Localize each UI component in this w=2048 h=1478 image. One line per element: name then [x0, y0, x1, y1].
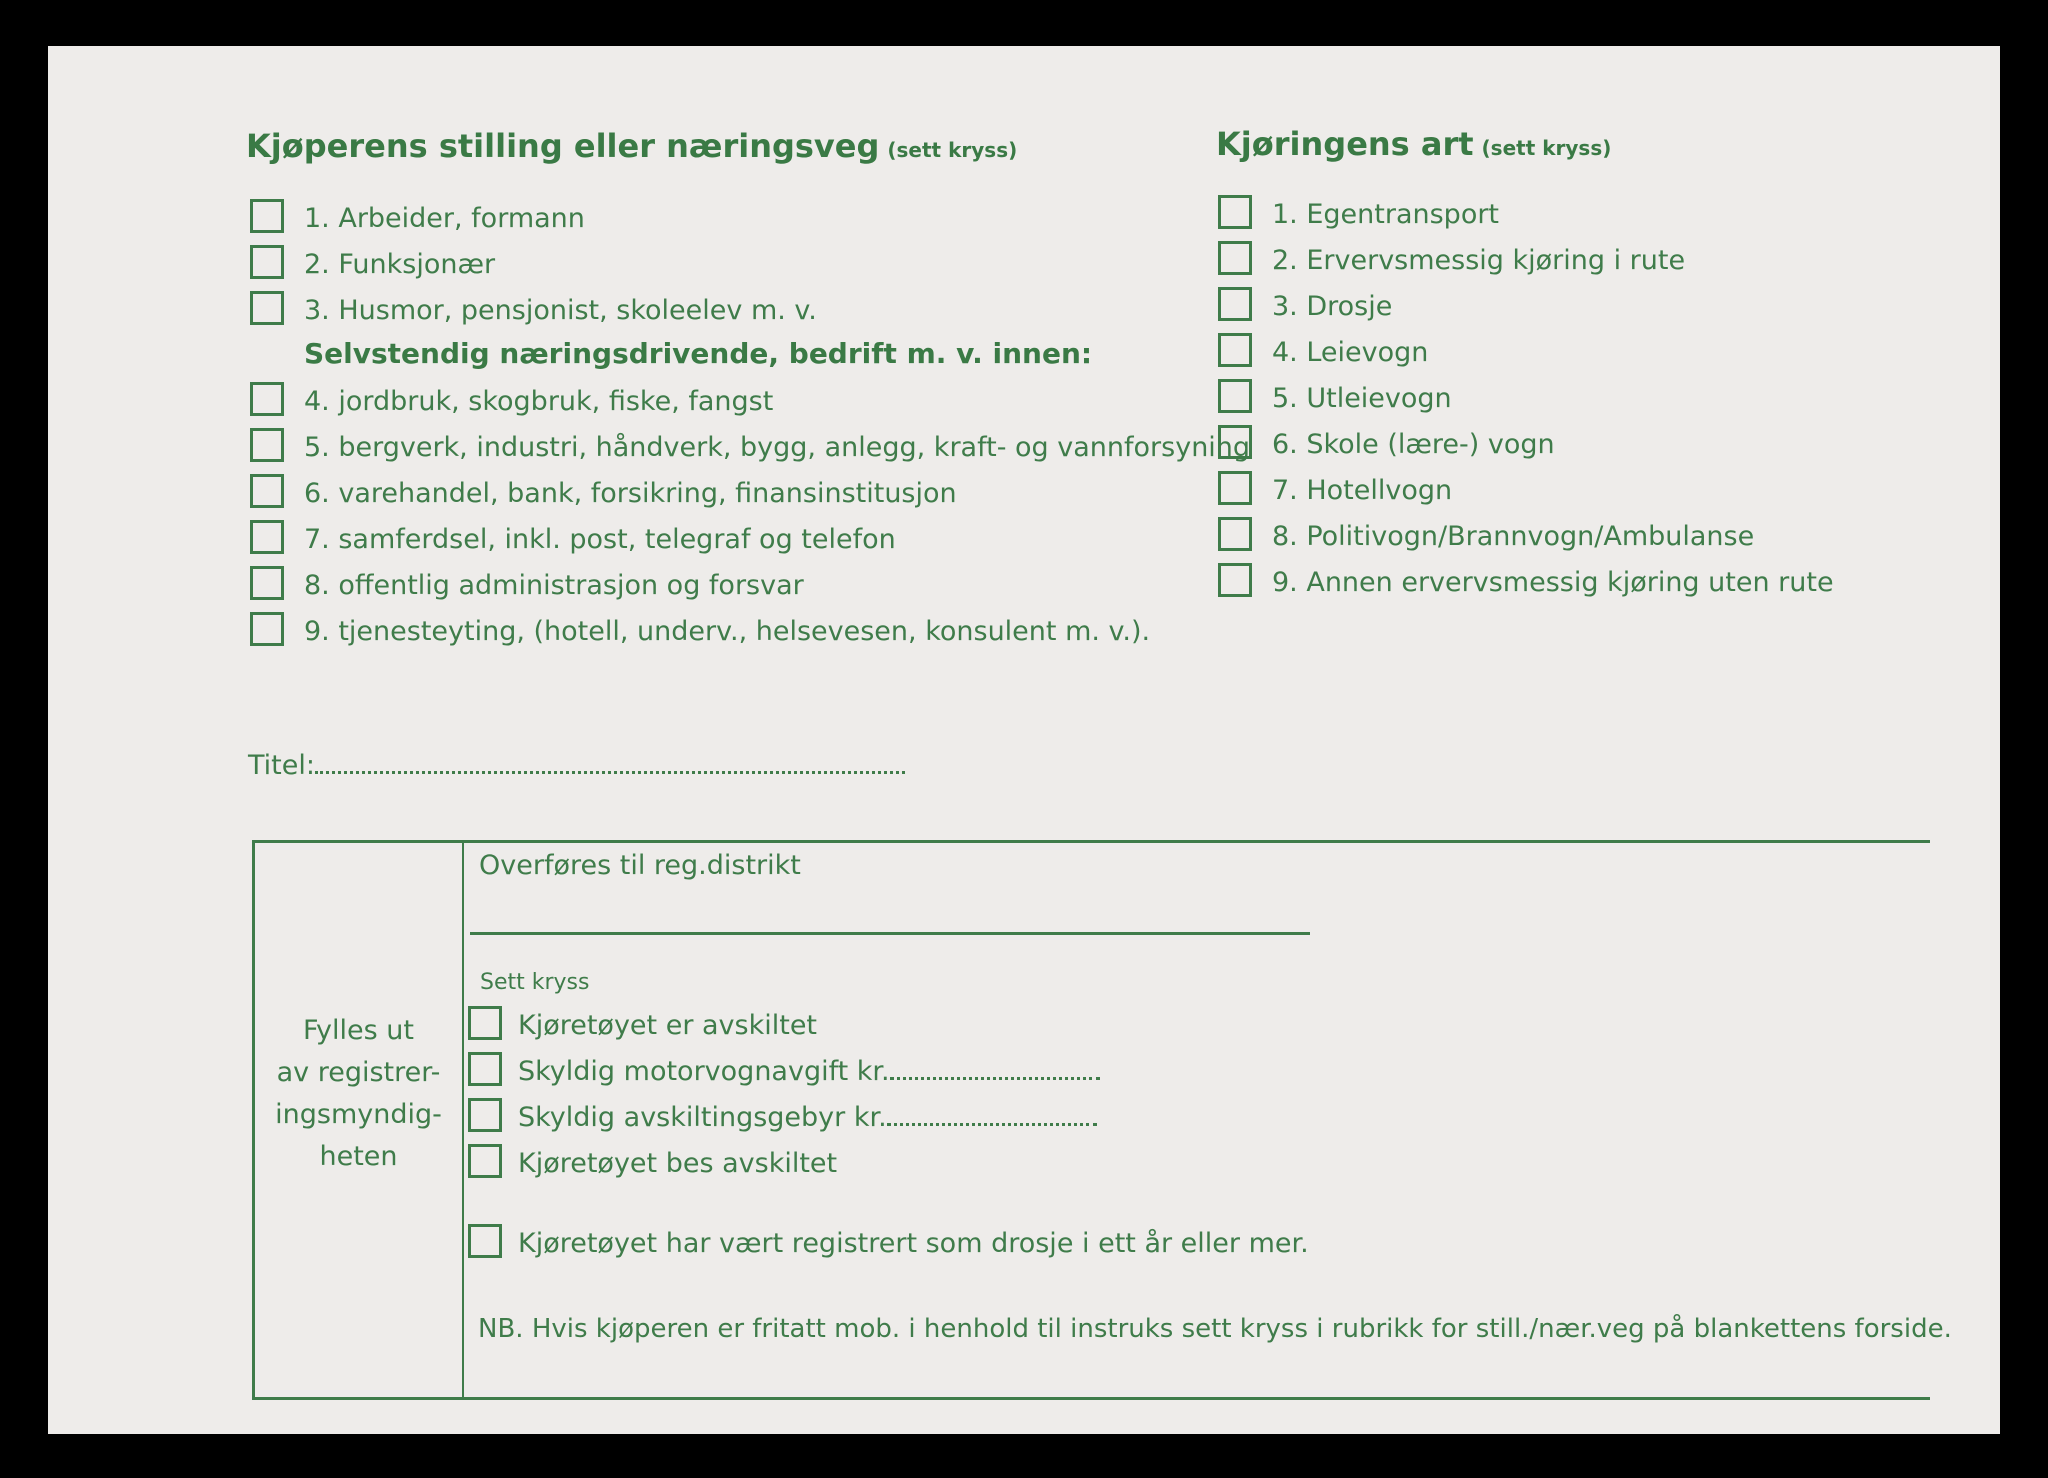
nb-note: NB. Hvis kjøperen er fritatt mob. i henhold til instruks sett kryss i rubrikk for still./nær.veg på blankettens forside. [478, 1314, 1952, 1344]
driving-type-option-label: 7. Hotellvogn [1272, 475, 1453, 506]
occupation-option-label: 8. offentlig administrasjon og forsvar [304, 570, 804, 601]
driving-type-option-label: 1. Egentransport [1272, 199, 1500, 230]
driving-type-heading [1216, 125, 1612, 163]
amount-dotted-line[interactable] [887, 1122, 1097, 1126]
checkbox[interactable] [468, 1224, 502, 1258]
checkbox[interactable] [250, 566, 284, 600]
driving-type-option-label: 4. Leievogn [1272, 337, 1429, 368]
checkbox[interactable] [250, 245, 284, 279]
checkbox[interactable] [250, 428, 284, 462]
driving-type-heading-text: Kjøringens art [1216, 125, 1474, 163]
checkbox[interactable] [468, 1052, 502, 1086]
occupation-option-label: 7. samferdsel, inkl. post, telegraf og telefon [304, 524, 896, 555]
driving-type-option-label: 9. Annen ervervsmessig kjøring uten rute [1272, 567, 1834, 598]
checkbox[interactable] [1218, 333, 1252, 367]
check-label: Skyldig motorvognavgift kr. [518, 1056, 890, 1087]
transfer-district-line[interactable] [470, 932, 1310, 935]
side-label-line: heten [319, 1141, 398, 1172]
checkbox[interactable] [1218, 425, 1252, 459]
title-dotted-line[interactable] [315, 770, 905, 774]
check-label-with-line [518, 1102, 1097, 1133]
driving-type-option-label: 8. Politivogn/Brannvogn/Ambulanse [1272, 521, 1755, 552]
checkbox[interactable] [250, 382, 284, 416]
driving-type-option-label: 2. Ervervsmessig kjøring i rute [1272, 245, 1686, 276]
box-divider [462, 840, 464, 1400]
transfer-district-label: Overføres til reg.distrikt [479, 850, 801, 881]
check-label: Kjøretøyet bes avskiltet [518, 1148, 838, 1179]
checkbox[interactable] [468, 1006, 502, 1040]
buyer-occupation-heading-note: (sett kryss) [887, 138, 1018, 162]
box-top-border [252, 840, 1930, 843]
occupation-option-label: 4. jordbruk, skogbruk, fiske, fangst [304, 386, 774, 417]
form-sheet [48, 46, 2000, 1434]
side-label-line: Fylles ut [303, 1015, 414, 1046]
check-label-with-line [518, 1056, 1100, 1087]
checkbox[interactable] [468, 1098, 502, 1132]
title-field[interactable] [248, 752, 905, 779]
check-label: Kjøretøyet har vært registrert som drosje i ett år eller mer. [518, 1228, 1309, 1259]
checkbox[interactable] [250, 612, 284, 646]
occupation-option-label: 3. Husmor, pensjonist, skoleelev m. v. [304, 295, 817, 326]
checkbox[interactable] [250, 474, 284, 508]
side-label-line: av registrer- [276, 1057, 441, 1088]
sett-kryss-label: Sett kryss [480, 970, 590, 995]
title-label: Titel: [248, 750, 315, 781]
driving-type-heading-note: (sett kryss) [1481, 136, 1612, 160]
occupation-option-label: 1. Arbeider, formann [304, 203, 585, 234]
checkbox[interactable] [1218, 563, 1252, 597]
buyer-occupation-heading [246, 127, 1018, 165]
checkbox[interactable] [250, 291, 284, 325]
check-label: Skyldig avskiltingsgebyr kr. [518, 1102, 887, 1133]
amount-dotted-line[interactable] [890, 1076, 1100, 1080]
occupation-option-label: 2. Funksjonær [304, 249, 496, 280]
occupation-option-label: 6. varehandel, bank, forsikring, finansinstitusjon [304, 478, 957, 509]
checkbox[interactable] [468, 1144, 502, 1178]
box-bottom-border [252, 1397, 1930, 1400]
check-label: Kjøretøyet er avskiltet [518, 1010, 818, 1041]
checkbox[interactable] [1218, 379, 1252, 413]
occupation-option-label: 5. bergverk, industri, håndverk, bygg, anlegg, kraft- og vannforsyning [304, 432, 1251, 463]
side-label-line: ingsmyndig- [275, 1099, 442, 1130]
checkbox[interactable] [250, 520, 284, 554]
occupation-option-label: 9. tjenesteyting, (hotell, underv., helsevesen, konsulent m. v.). [304, 616, 1151, 647]
checkbox[interactable] [1218, 471, 1252, 505]
checkbox[interactable] [1218, 195, 1252, 229]
buyer-occupation-heading-text: Kjøperens stilling eller næringsveg [246, 127, 880, 165]
driving-type-option-label: 3. Drosje [1272, 291, 1393, 322]
checkbox[interactable] [250, 199, 284, 233]
checkbox[interactable] [1218, 241, 1252, 275]
checkbox[interactable] [1218, 287, 1252, 321]
driving-type-option-label: 5. Utleievogn [1272, 383, 1452, 414]
self-employed-subheading: Selvstendig næringsdrivende, bedrift m. v. innen: [304, 337, 1093, 370]
driving-type-option-label: 6. Skole (lære-) vogn [1272, 429, 1555, 460]
registration-authority-label [255, 1010, 462, 1178]
checkbox[interactable] [1218, 517, 1252, 551]
